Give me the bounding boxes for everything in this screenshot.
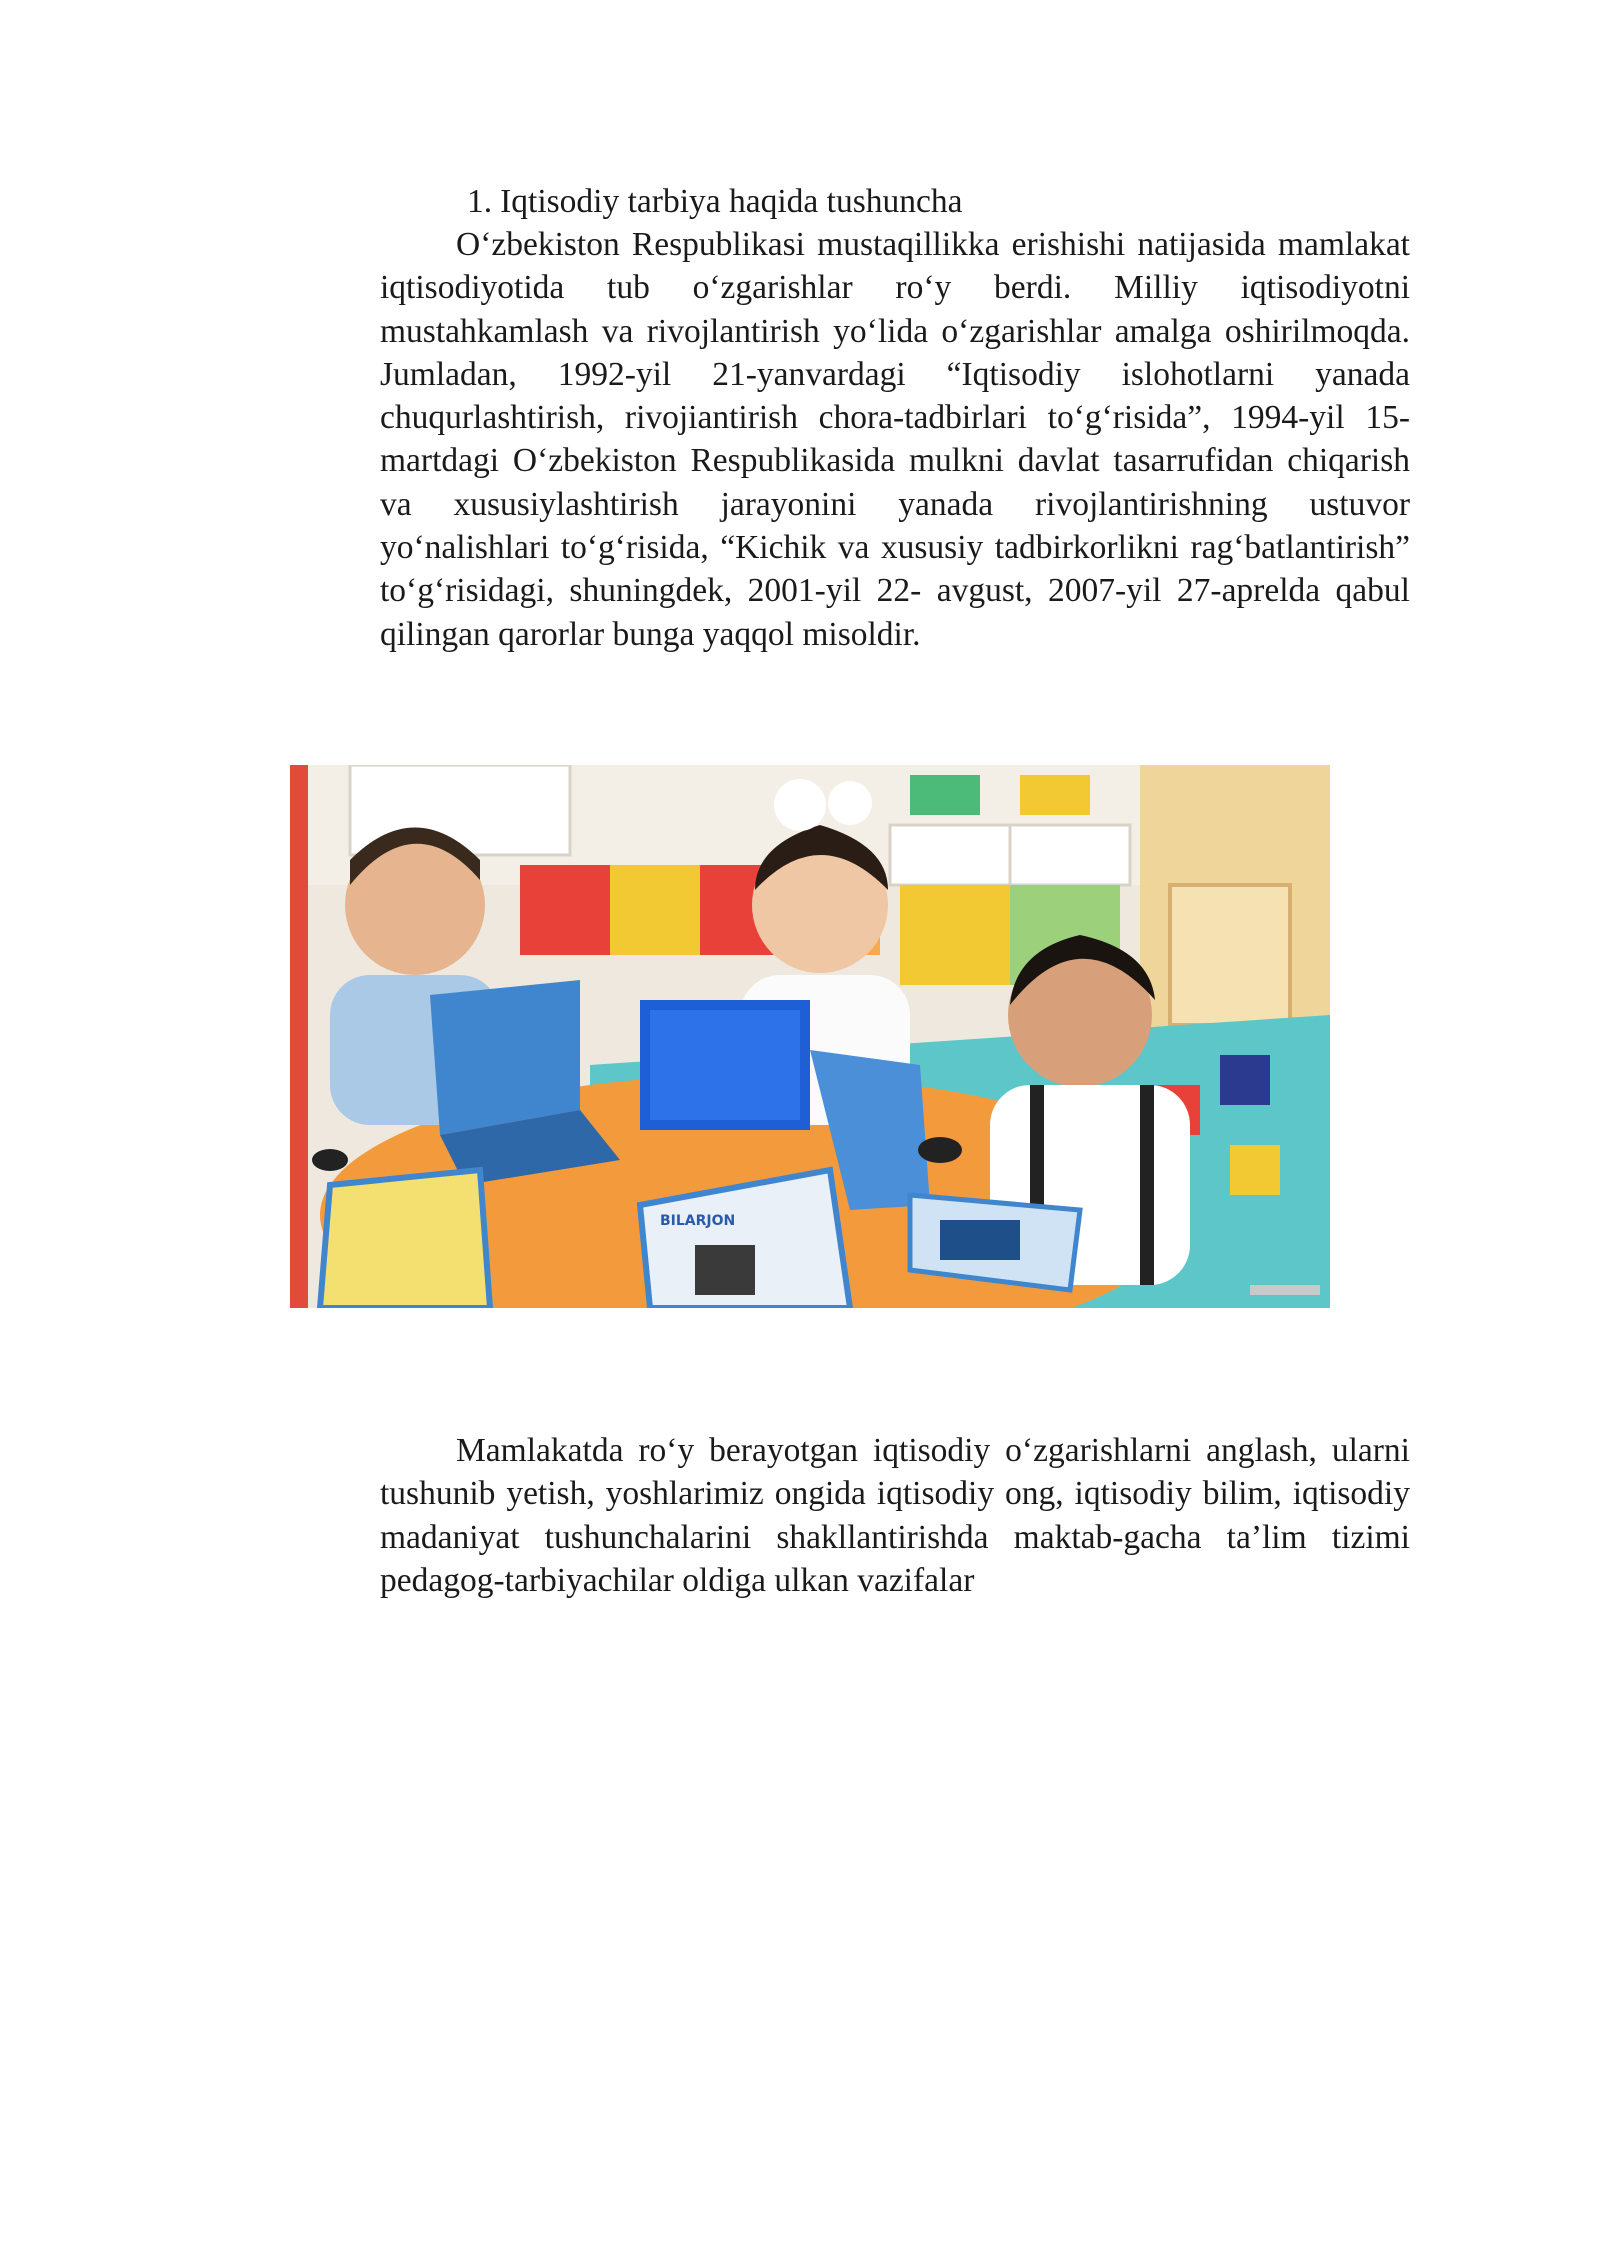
section-number: 1. <box>467 183 493 220</box>
paragraph-1 <box>380 223 1410 656</box>
section-title: Iqtisodiy tarbiya haqida tushuncha <box>500 183 963 220</box>
paragraph-2 <box>380 1429 1410 1602</box>
section-heading <box>467 180 963 223</box>
children-with-toy-laptops-photo <box>290 765 1330 1308</box>
paragraph-1-text: O‘zbekiston Respublikasi mustaqillikka erishishi natijasida mamlakat iqtisodiyotida tub o‘zgarishlar ro‘y berdi. Milliy iqtisodiyotni mustahkamlash va rivojlantirish yo‘lida o‘zgarishlar amalga oshirilmoqda. Jumladan, 1992-yil 21-yanvardagi “Iqtisodiy islohotlarni yanada chuqurlashtirish, rivojiantirish chora-tadbirlari to‘g‘risida”, 1994-yil 15-martdagi O‘zbekiston Respublikasida mulkni davlat tasarrufidan chiqarish va xususiylashtirish jarayonini yanada rivojlantirishning ustuvor yo‘nalishlari to‘g‘risida, “Kichik va xususiy tadbirkorlikni rag‘batlantirish” to‘g‘risidagi, shuningdek, 2001-yil 22- avgust, 2007-yil 27-aprelda qabul qilingan qarorlar bunga yaqqol misoldir. <box>380 226 1410 653</box>
laptop-brand-label: BILARJON <box>660 1213 736 1229</box>
photo-illustration <box>290 765 1330 1308</box>
paragraph-2-text: Mamlakatda ro‘y berayotgan iqtisodiy o‘zgarishlarni anglash, ularni tushunib yetish, yoshlarimiz ongida iqtisodiy ong, iqtisodiy bilim, iqtisodiy madaniyat tushunchalarini shakllantirishda maktab-gacha ta’lim tizimi pedagog-tarbiyachilar oldiga ulkan vazifalar <box>380 1432 1410 1599</box>
